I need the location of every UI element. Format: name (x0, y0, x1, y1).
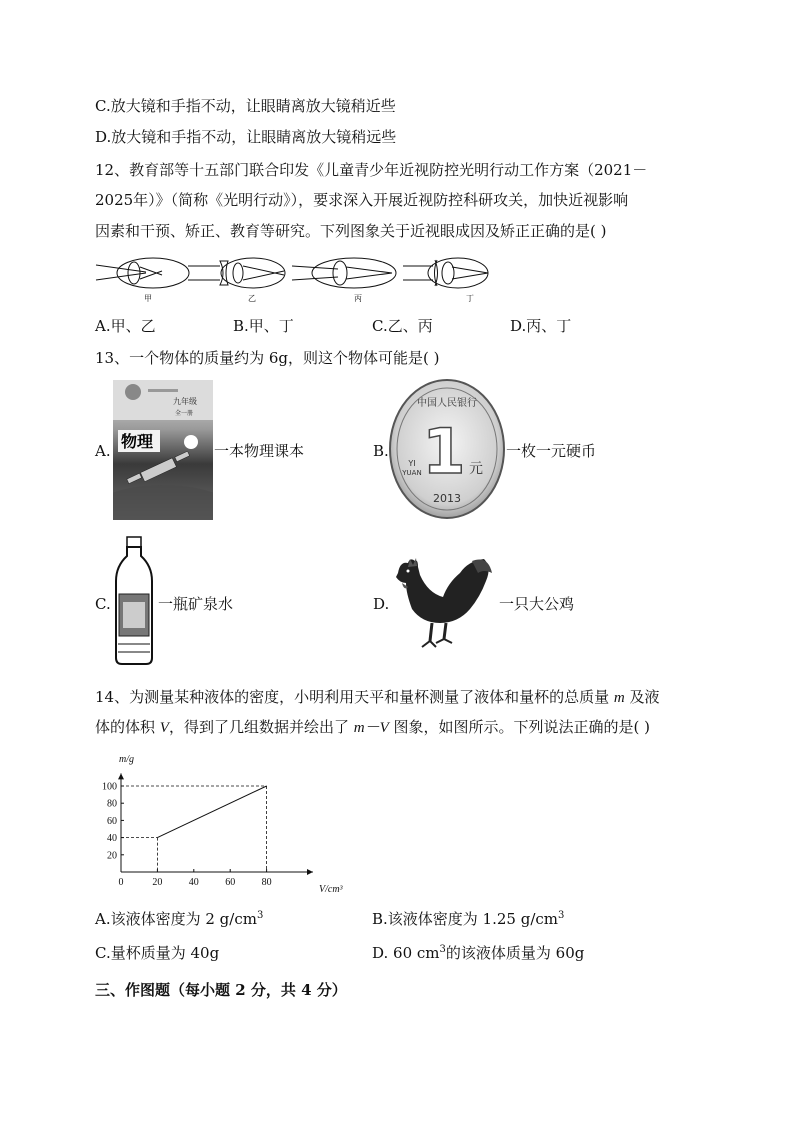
q14-option-d-sup: 3 (439, 944, 446, 955)
x-axis-arrow (307, 869, 313, 875)
chart-guides (121, 786, 267, 872)
book-title-text: 物理 (121, 432, 154, 451)
q14-option-b-sup: 3 (558, 910, 565, 921)
q13-option-d-letter: D. (373, 595, 390, 613)
y-axis-arrow (118, 773, 124, 779)
q12-option-a: A.甲、乙 (95, 317, 156, 335)
q13-option-b-text: 一枚一元硬币 (506, 442, 597, 460)
x-tick-label: 60 (225, 877, 236, 888)
q14-stem-line1-pre: 14、为测量某种液体的密度，小明利用天平和量杯测量了液体和量杯的总质量 (95, 688, 614, 706)
q12-option-b: B.甲、丁 (233, 317, 294, 335)
eye-diagram-yi (188, 258, 285, 288)
y-tick-label: 100 (102, 781, 117, 793)
q14-stem-line2-pre: 体的体积 (95, 718, 160, 736)
chart-y-axis-label: m/g (119, 754, 134, 765)
y-tick-label: 20 (107, 850, 117, 862)
y-tick-label: 80 (107, 798, 117, 810)
q12-stem-line2: 2025年）》（简称《光明行动》），要求深入开展近视防控科研攻关，加快近视影响 (95, 191, 629, 209)
coin-unit-text: 元 (469, 461, 483, 477)
q14-stem-var-mv: m－V (353, 720, 389, 736)
q14-option-a-text: A.该液体密度为 2 g/cm (95, 910, 257, 928)
q14-stem-line2-post: 图象，如图所示。下列说法正确的是( ) (388, 718, 650, 736)
q14-option-b (372, 908, 564, 930)
q12-stem-line3: 因素和干预、矫正、教育等研究。下列图象关于近视眼成因及矫正正确的是( ) (95, 222, 607, 240)
q12-option-d: D.丙、丁 (510, 317, 572, 335)
one-yuan-coin-image (388, 378, 506, 520)
coin-pinyin2-text: YUAN (402, 469, 422, 477)
q13-option-a-letter: A. (95, 442, 111, 460)
q14-stem-line2 (95, 716, 650, 739)
water-bottle-image (110, 536, 158, 666)
q12-option-c: C.乙、丙 (372, 317, 433, 335)
q14-stem-line1 (95, 686, 659, 709)
q13-option-a-text: 一本物理课本 (214, 442, 305, 460)
x-tick-label: 20 (152, 877, 163, 888)
q14-stem-line1-post: 及液 (624, 688, 660, 706)
mv-chart (95, 746, 365, 896)
chart-series (157, 786, 266, 838)
coin-year-text: 2013 (433, 492, 461, 505)
eye-diagram-bing (292, 258, 396, 288)
q11-option-c: C.放大镜和手指不动，让眼睛离放大镜稍近些 (95, 97, 396, 115)
q14-option-b-text: B.该液体密度为 1.25 g/cm (372, 910, 559, 928)
diagram-label-jia: 甲 (144, 294, 152, 303)
coin-value-text: 1 (422, 415, 466, 488)
q14-stem-line2-mid: ，得到了几组数据并绘出了 (168, 718, 354, 736)
q14-option-c: C.量杯质量为 40g (95, 944, 220, 962)
diagram-label-bing: 丙 (354, 294, 362, 303)
rooster-image (388, 553, 494, 651)
q13-option-d-text: 一只大公鸡 (499, 595, 575, 613)
x-tick-label: 0 (118, 877, 124, 888)
q14-stem-var-v: V (159, 720, 169, 736)
series-line (157, 786, 266, 838)
diagram-label-ding: 丁 (466, 294, 474, 303)
book-volume-text: 全一册 (175, 410, 194, 417)
x-tick-label: 40 (188, 877, 199, 888)
chart-x-axis-label: V/cm³ (319, 884, 343, 895)
chart-axes (118, 773, 313, 875)
q14-option-d (372, 942, 584, 964)
q14-option-a (95, 908, 263, 930)
eye-diagram-jia (96, 258, 189, 288)
physics-textbook-image (113, 380, 213, 520)
coin-top-text: 中国人民银行 (417, 398, 477, 409)
q13-option-c-letter: C. (95, 595, 111, 613)
book-grade-text: 九年级 (173, 397, 197, 406)
q14-option-a-sup: 3 (256, 910, 264, 921)
q13-option-b-letter: B. (373, 442, 389, 460)
q14-option-d-after: 的该液体质量为 60g (445, 944, 585, 962)
q13-stem: 13、一个物体的质量约为 6g，则这个物体可能是( ) (95, 349, 440, 367)
q14-stem-var-m: m (613, 690, 625, 706)
eye-diagram-ding (403, 258, 488, 288)
diagram-label-yi: 乙 (248, 294, 256, 303)
y-tick-label: 60 (107, 815, 117, 827)
q14-option-d-text: D. 60 cm (372, 944, 440, 962)
eye-diagrams (92, 253, 492, 308)
q13-option-c-text: 一瓶矿泉水 (158, 595, 234, 613)
y-tick-label: 40 (107, 833, 117, 845)
x-tick-label: 80 (261, 877, 272, 888)
q11-option-d: D.放大镜和手指不动，让眼睛离放大镜稍远些 (95, 128, 397, 146)
section3-title: 三、作图题（每小题 2 分，共 4 分） (95, 981, 347, 999)
coin-pinyin1-text: YI (408, 459, 416, 468)
q12-stem-line1: 12、教育部等十五部门联合印发《儿童青少年近视防控光明行动工作方案（2021－ (95, 161, 648, 179)
